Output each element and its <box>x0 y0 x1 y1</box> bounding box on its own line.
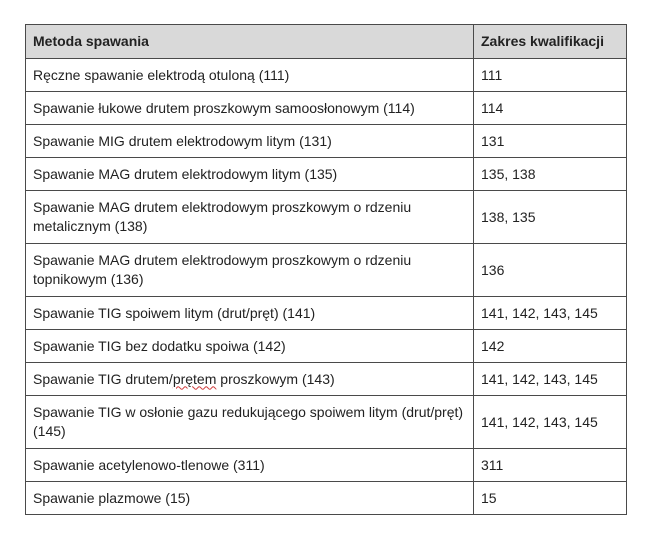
range-cell: 111 <box>474 59 627 92</box>
method-cell: Spawanie TIG w osłonie gazu redukującego spoiwem litym (drut/pręt) (145) <box>26 396 474 449</box>
method-cell: Ręczne spawanie elektrodą otuloną (111) <box>26 59 474 92</box>
table-row <box>26 92 627 125</box>
table-header-row <box>26 25 627 59</box>
table-row <box>26 125 627 158</box>
table-row <box>26 244 627 297</box>
table-row <box>26 396 627 449</box>
range-cell: 15 <box>474 482 627 515</box>
method-cell: Spawanie TIG bez dodatku spoiwa (142) <box>26 330 474 363</box>
table-row <box>26 158 627 191</box>
table-row <box>26 59 627 92</box>
method-text: Spawanie TIG drutem/ <box>33 370 173 387</box>
range-cell: 131 <box>474 125 627 158</box>
spellcheck-flagged-word: prętem <box>172 370 217 387</box>
range-cell: 135, 138 <box>474 158 627 191</box>
method-cell: Spawanie łukowe drutem proszkowym samoosłonowym (114) <box>26 92 474 125</box>
method-cell <box>26 363 474 396</box>
method-text: proszkowym (143) <box>216 370 335 387</box>
table-row <box>26 449 627 482</box>
table-row <box>26 363 627 396</box>
method-cell: Spawanie MAG drutem elektrodowym litym (135) <box>26 158 474 191</box>
header-range: Zakres kwalifikacji <box>474 25 627 59</box>
table-row <box>26 330 627 363</box>
header-method: Metoda spawania <box>26 25 474 59</box>
method-cell: Spawanie MAG drutem elektrodowym proszkowym o rdzeniu topnikowym (136) <box>26 244 474 297</box>
range-cell: 141, 142, 143, 145 <box>474 297 627 330</box>
range-cell: 311 <box>474 449 627 482</box>
method-cell: Spawanie plazmowe (15) <box>26 482 474 515</box>
range-cell: 141, 142, 143, 145 <box>474 396 627 449</box>
table-row <box>26 482 627 515</box>
table-row <box>26 191 627 244</box>
range-cell: 142 <box>474 330 627 363</box>
range-cell: 136 <box>474 244 627 297</box>
range-cell: 141, 142, 143, 145 <box>474 363 627 396</box>
welding-qualification-table <box>25 24 627 515</box>
method-cell: Spawanie acetylenowo-tlenowe (311) <box>26 449 474 482</box>
range-cell: 114 <box>474 92 627 125</box>
range-cell: 138, 135 <box>474 191 627 244</box>
method-cell: Spawanie MIG drutem elektrodowym litym (131) <box>26 125 474 158</box>
table-row <box>26 297 627 330</box>
method-cell: Spawanie TIG spoiwem litym (drut/pręt) (141) <box>26 297 474 330</box>
method-cell: Spawanie MAG drutem elektrodowym proszkowym o rdzeniu metalicznym (138) <box>26 191 474 244</box>
